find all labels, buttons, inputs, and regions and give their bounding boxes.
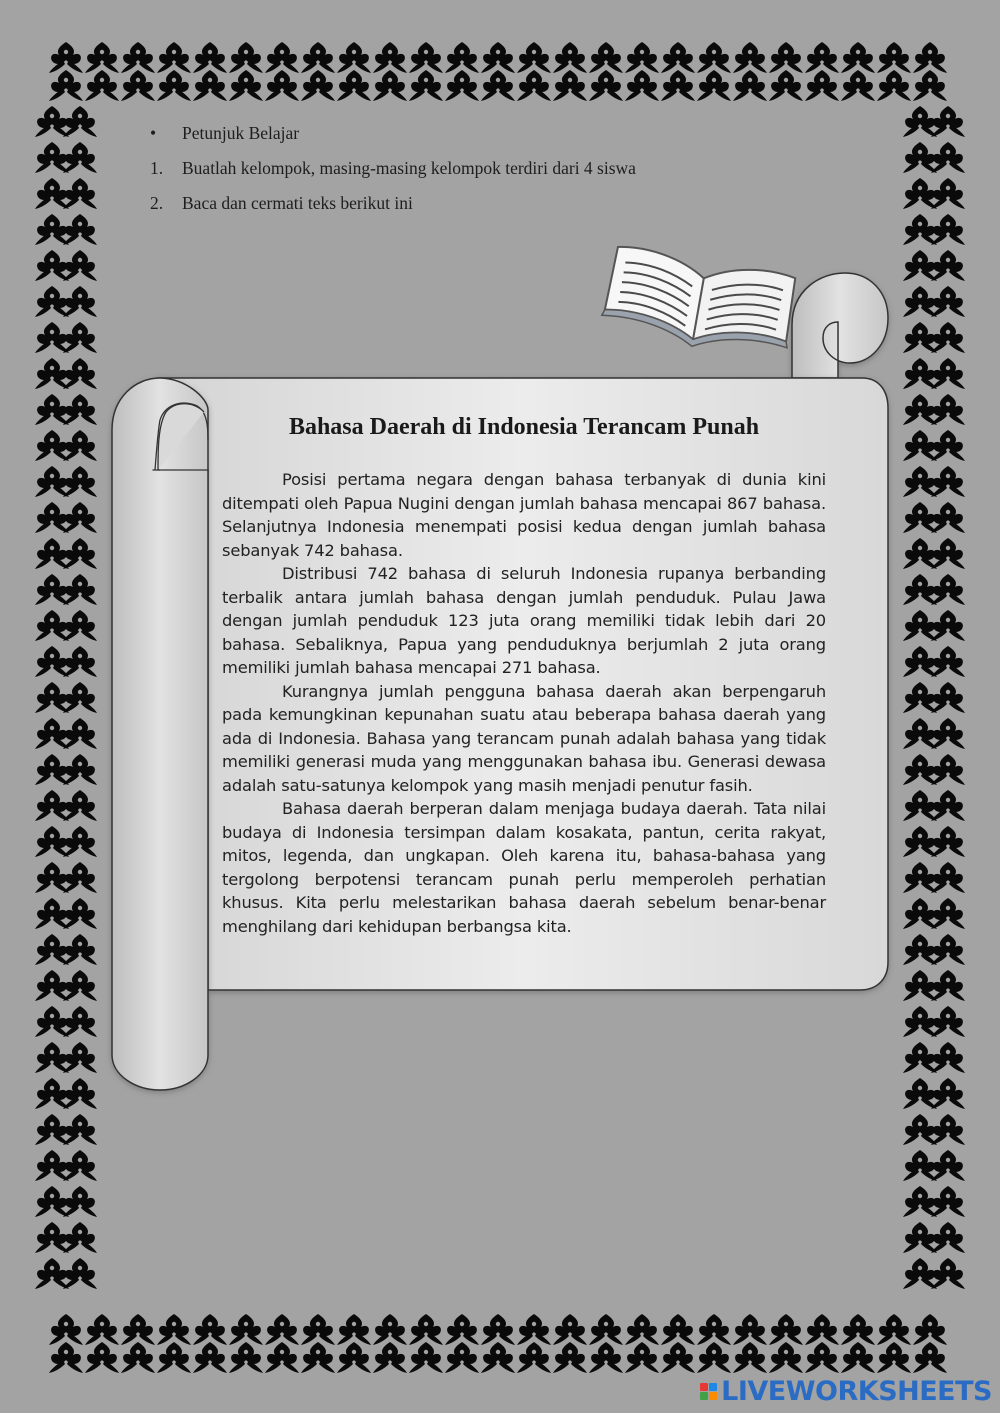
paragraph: Kurangnya jumlah pengguna bahasa daerah akan berpengaruh pada kemungkinan kepunahan suatu atau beberapa bahasa daerah yang ada di Indonesia. Bahasa yang terancam punah adalah bahasa yang tidak memiliki generasi muda yang menggunakan bahasa ibu. Generasi dewasa adalah satu-satunya kelompok yang masih menjadi penutur fasih.	[222, 681, 826, 795]
brand-mark-icon	[700, 1383, 717, 1400]
article-body	[222, 468, 826, 938]
paragraph: Distribusi 742 bahasa di seluruh Indonesia rupanya berbanding terbalik antara jumlah bahasa dengan jumlah penduduk. Pulau Jawa dengan jumlah penduduk 123 juta orang memiliki tidak lebih dari 20 bahasa. Sebaliknya, Papua yang penduduknya berjumlah 2 juta orang memiliki jumlah bahasa mencapai 271 bahasa.	[222, 564, 826, 677]
article-title: Bahasa Daerah di Indonesia Terancam Punah	[288, 414, 760, 440]
open-book-icon	[599, 244, 799, 363]
step-number: 2.	[150, 193, 164, 213]
paragraph: Posisi pertama negara dengan bahasa terbanyak di dunia kini ditempati oleh Papua Nugini dengan jumlah bahasa mencapai 867 bahasa. Selanjutnya Indonesia menempati posisi kedua dengan jumlah bahasa sebanyak 742 bahasa.	[222, 470, 826, 560]
instruction-heading: Petunjuk Belajar	[182, 123, 300, 143]
scroll-right-roll	[792, 273, 888, 378]
liveworksheets-logo[interactable]	[700, 1376, 992, 1407]
instruction-text: Buatlah kelompok, masing-masing kelompok terdiri dari 4 siswa	[182, 158, 636, 178]
paragraph: Bahasa daerah berperan dalam menjaga budaya daerah. Tata nilai budaya di Indonesia tersimpan dalam kosakata, pantun, cerita rakyat, mitos, legenda, dan ungkapan. Oleh karena itu, bahasa-bahasa yang tergolong berpotensi terancam punah perlu memperoleh perhatian khusus. Kita perlu melestarikan bahasa daerah sebelum benar-benar menghilang dari kehidupan berbangsa kita.	[222, 799, 826, 936]
instruction-text: Baca dan cermati teks berikut ini	[182, 193, 413, 213]
scroll-left-roll	[112, 378, 208, 1090]
brand-name: LIVEWORKSHEETS	[721, 1376, 992, 1407]
bullet-marker: •	[150, 123, 157, 143]
step-number: 1.	[150, 158, 164, 178]
